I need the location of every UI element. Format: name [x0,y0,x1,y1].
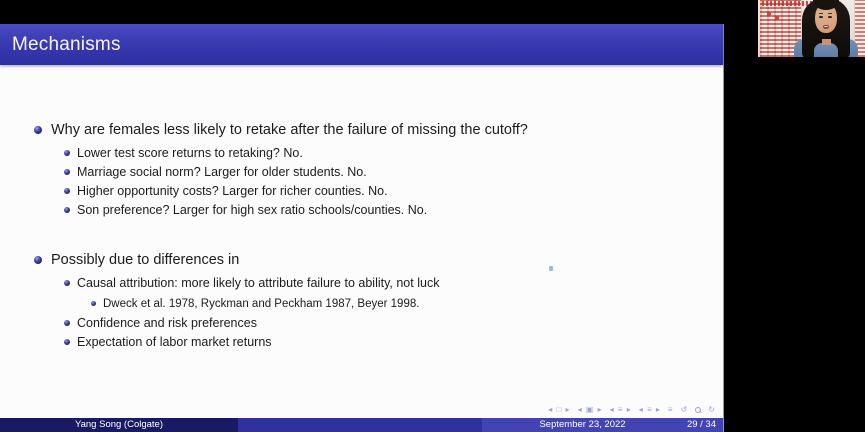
bullet-ball-icon [64,207,70,213]
nav-section-icons[interactable]: ◂ ≡ ▸ [638,405,661,414]
presenter-shirt-between-hair [814,43,838,57]
bullet-section-1 [34,119,723,220]
slide-title: Mechanisms [12,33,121,55]
bullet-section-2 [34,249,723,352]
bullet-ball-icon [64,169,70,175]
eye [819,16,823,18]
nav-subsection-icons[interactable]: ◂ ≡ ▸ [609,405,632,414]
footer-date-box [482,418,723,432]
bullet-level2 [64,333,723,352]
footer-date: September 23, 2022 [539,419,626,430]
bullet-text: Son preference? Larger for high sex ratio schools/counties. No. [77,203,428,217]
presenter-hair [802,0,850,57]
slide-content [0,65,723,418]
bullet-ball-icon [91,301,96,306]
bullet-ball-icon [64,150,70,156]
nav-slide-icons[interactable]: ◂ □ ▸ [548,405,571,414]
nav-back-icon[interactable]: ↺ [680,405,689,414]
footer-page-number: 29 / 34 [686,419,716,430]
bullet-text: Dweck et al. 1978, Ryckman and Peckham 1987, Beyer 1998. [103,298,420,310]
presenter-neck [822,39,831,45]
bullet-text: Causal attribution: more likely to attribute failure to ability, not luck [77,276,440,290]
nav-forward-icon[interactable]: ↻ [708,405,716,414]
bullet-ball-icon [64,280,70,286]
bullet-text: Possibly due to differences in [51,252,240,268]
presenter-face [815,3,837,33]
bullet-text: Marriage social norm? Larger for older students. No. [77,165,367,179]
cursor-artifact [549,266,553,271]
bullet-level2 [64,163,723,182]
footer-middle-box [238,418,482,432]
red-seal-mark [767,12,771,16]
beamer-navigation-bar [548,406,716,414]
slide-footline [0,418,723,432]
footer-author: Yang Song (Colgate) [0,418,238,432]
bullet-text: Higher opportunity costs? Larger for richer counties. No. [77,184,388,198]
bullet-level2 [64,314,723,333]
slide-title-bar [0,24,723,65]
bullet-level3 [91,294,723,314]
bullet-text: Why are females less likely to retake after the failure of missing the cutoff? [51,122,528,138]
presenter-webcam-video [758,0,865,57]
presentation-slide [0,24,724,432]
bullet-ball-icon [64,188,70,194]
bullet-level2 [64,201,723,220]
eyebrow [819,13,823,14]
hair-fringe [813,0,839,10]
bullet-level1 [34,119,723,141]
nav-appendix-icon[interactable]: ≡ [667,405,674,414]
nav-frame-icons[interactable]: ◂ ▣ ▸ [577,405,603,414]
bullet-text: Confidence and risk preferences [77,316,257,330]
bullet-level2 [64,182,723,201]
nav-search-icon[interactable] [695,407,701,413]
eye [828,16,832,18]
red-seal-mark [775,16,779,20]
bullet-level1 [34,249,723,271]
bullet-level2 [64,274,723,293]
mouth-talking [823,25,829,29]
bullet-level2 [64,144,723,163]
bullet-ball-icon [34,256,42,264]
bullet-text: Expectation of labor market returns [77,335,272,349]
bullet-text: Lower test score returns to retaking? No. [77,146,303,160]
bullet-ball-icon [64,320,70,326]
bullet-ball-icon [64,339,70,345]
bullet-ball-icon [34,126,42,134]
eyebrow [828,13,832,14]
